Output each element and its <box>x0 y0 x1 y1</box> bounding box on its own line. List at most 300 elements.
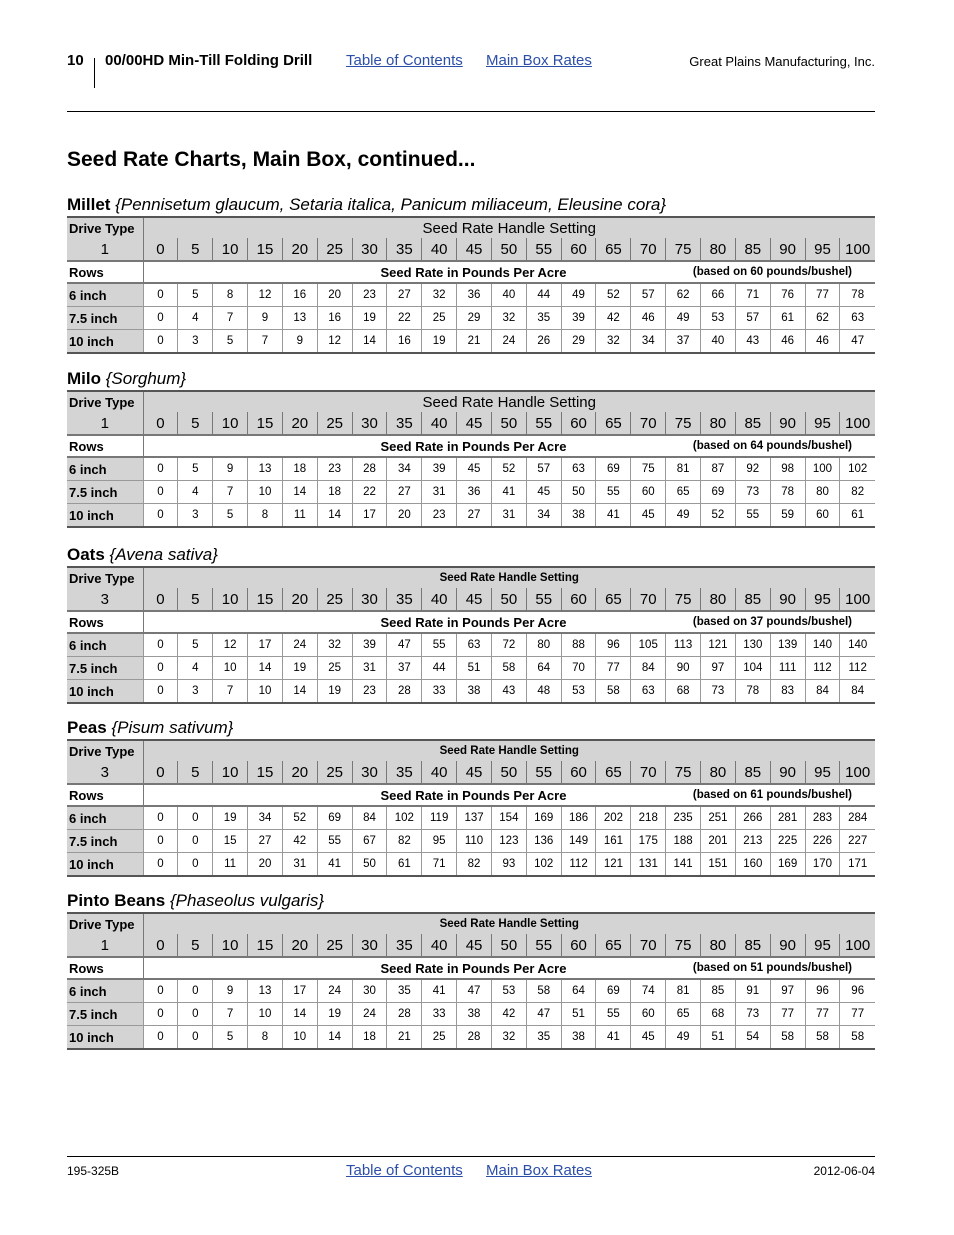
seed-rate-cell: 43 <box>735 330 770 354</box>
handle-setting-header: Seed Rate Handle Setting <box>143 740 875 761</box>
seed-rate-cell: 69 <box>596 457 631 481</box>
seed-section-peas <box>67 716 875 877</box>
handle-setting-value: 35 <box>387 761 422 784</box>
seed-rate-cell: 226 <box>805 830 840 853</box>
seed-rate-cell: 54 <box>735 1026 770 1050</box>
handle-setting-value: 25 <box>317 761 352 784</box>
seed-rate-cell: 24 <box>352 1003 387 1026</box>
handle-setting-value: 55 <box>526 934 561 957</box>
scientific-name: {Pisum sativum} <box>111 718 234 737</box>
seed-rate-cell: 53 <box>491 979 526 1003</box>
seed-rate-table <box>67 912 875 1050</box>
seed-rate-cell: 64 <box>561 979 596 1003</box>
handle-setting-value: 15 <box>248 761 283 784</box>
seed-rate-table <box>67 739 875 877</box>
seed-rate-cell: 55 <box>596 481 631 504</box>
seed-rate-cell: 46 <box>770 330 805 354</box>
seed-rate-cell: 151 <box>701 853 736 877</box>
seed-rate-cell: 48 <box>526 680 561 704</box>
seed-rate-cell: 44 <box>526 283 561 307</box>
handle-setting-value: 20 <box>282 412 317 435</box>
bushel-weight-note: (based on 37 pounds/bushel) <box>692 616 852 628</box>
rows-label: Rows <box>67 435 143 457</box>
seed-rate-cell: 50 <box>561 481 596 504</box>
seed-rate-cell: 4 <box>178 657 213 680</box>
handle-setting-value: 100 <box>840 934 875 957</box>
seed-rate-cell: 227 <box>840 830 875 853</box>
handle-setting-value: 90 <box>770 412 805 435</box>
seed-rate-cell: 5 <box>213 1026 248 1050</box>
seed-rate-cell: 82 <box>457 853 492 877</box>
seed-rate-cell: 42 <box>596 307 631 330</box>
seed-rate-cell: 17 <box>352 504 387 528</box>
seed-rate-cell: 32 <box>422 283 457 307</box>
seed-rate-cell: 149 <box>561 830 596 853</box>
table-row <box>67 283 875 307</box>
seed-rate-cell: 14 <box>352 330 387 354</box>
seed-rate-cell: 80 <box>526 633 561 657</box>
seed-rate-cell: 24 <box>491 330 526 354</box>
seed-rate-cell: 77 <box>596 657 631 680</box>
seed-rate-cell: 14 <box>248 657 283 680</box>
seed-rate-cell: 49 <box>561 283 596 307</box>
seed-rate-cell: 65 <box>666 1003 701 1026</box>
table-row <box>67 806 875 830</box>
seed-rate-cell: 27 <box>248 830 283 853</box>
seed-rate-cell: 8 <box>248 1026 283 1050</box>
seed-rate-cell: 102 <box>387 806 422 830</box>
seed-rate-cell: 161 <box>596 830 631 853</box>
seed-rate-cell: 15 <box>213 830 248 853</box>
seed-rate-cell: 0 <box>178 830 213 853</box>
seed-rate-cell: 28 <box>387 1003 422 1026</box>
seed-rate-cell: 19 <box>352 307 387 330</box>
seed-rate-cell: 20 <box>387 504 422 528</box>
seed-rate-cell: 78 <box>770 481 805 504</box>
seed-rate-cell: 64 <box>526 657 561 680</box>
handle-setting-value: 70 <box>631 934 666 957</box>
seed-rate-cell: 160 <box>735 853 770 877</box>
handle-setting-value: 95 <box>805 238 840 261</box>
seed-rate-cell: 0 <box>178 979 213 1003</box>
handle-setting-value: 80 <box>701 934 736 957</box>
seed-rate-cell: 3 <box>178 680 213 704</box>
seed-rate-cell: 45 <box>631 504 666 528</box>
seed-rate-cell: 20 <box>317 283 352 307</box>
seed-rate-cell: 154 <box>491 806 526 830</box>
header-toc-link[interactable]: Table of Contents <box>346 52 463 69</box>
crop-name: Pinto Beans <box>67 891 166 910</box>
seed-rate-cell: 67 <box>352 830 387 853</box>
handle-setting-value: 30 <box>352 412 387 435</box>
seed-rate-cell: 17 <box>248 633 283 657</box>
scientific-name: {Sorghum} <box>105 369 187 388</box>
seed-rate-cell: 69 <box>317 806 352 830</box>
table-row <box>67 657 875 680</box>
seed-rate-cell: 0 <box>143 307 178 330</box>
seed-rate-cell: 14 <box>282 680 317 704</box>
rows-label: Rows <box>67 784 143 806</box>
company-name: Great Plains Manufacturing, Inc. <box>689 54 875 69</box>
seed-rate-cell: 201 <box>701 830 736 853</box>
seed-rate-cell: 19 <box>317 680 352 704</box>
seed-rate-cell: 82 <box>387 830 422 853</box>
seed-rate-cell: 19 <box>317 1003 352 1026</box>
seed-rate-cell: 92 <box>735 457 770 481</box>
seed-rate-cell: 7 <box>213 307 248 330</box>
table-row <box>67 1003 875 1026</box>
handle-setting-value: 20 <box>282 238 317 261</box>
handle-setting-value: 55 <box>526 761 561 784</box>
bushel-weight-note: (based on 61 pounds/bushel) <box>692 789 852 801</box>
seed-section-pinto-beans <box>67 889 875 1050</box>
seed-rate-cell: 32 <box>596 330 631 354</box>
seed-rate-cell: 46 <box>631 307 666 330</box>
handle-setting-value: 30 <box>352 934 387 957</box>
seed-rate-cell: 31 <box>491 504 526 528</box>
seed-rate-cell: 0 <box>178 806 213 830</box>
seed-rate-cell: 104 <box>735 657 770 680</box>
seed-rate-cell: 66 <box>701 283 736 307</box>
seed-rate-cell: 63 <box>840 307 875 330</box>
seed-rate-cell: 46 <box>805 330 840 354</box>
rows-label: Rows <box>67 261 143 283</box>
handle-setting-value: 5 <box>178 238 213 261</box>
seed-rate-cell: 41 <box>491 481 526 504</box>
seed-rate-cell: 0 <box>143 457 178 481</box>
seed-rate-cell: 78 <box>840 283 875 307</box>
row-spacing-label: 6 inch <box>67 979 143 1003</box>
seed-rate-cell: 28 <box>352 457 387 481</box>
handle-setting-value: 100 <box>840 761 875 784</box>
seed-rate-cell: 85 <box>701 979 736 1003</box>
seed-rate-cell: 34 <box>387 457 422 481</box>
handle-setting-value: 60 <box>561 238 596 261</box>
seed-rate-cell: 82 <box>840 481 875 504</box>
footer-main-box-rates-link[interactable]: Main Box Rates <box>486 1162 592 1179</box>
seed-rate-cell: 34 <box>248 806 283 830</box>
drive-type-label: Drive Type <box>67 567 143 588</box>
seed-rate-cell: 131 <box>631 853 666 877</box>
table-row <box>67 633 875 657</box>
handle-setting-value: 30 <box>352 761 387 784</box>
seed-rate-cell: 7 <box>213 481 248 504</box>
seed-rate-cell: 0 <box>178 1003 213 1026</box>
handle-setting-value: 5 <box>178 412 213 435</box>
seed-rate-cell: 53 <box>701 307 736 330</box>
drive-type-label: Drive Type <box>67 391 143 412</box>
row-spacing-label: 7.5 inch <box>67 830 143 853</box>
handle-setting-value: 45 <box>457 412 492 435</box>
seed-rate-cell: 62 <box>805 307 840 330</box>
seed-rate-cell: 14 <box>282 481 317 504</box>
seed-rate-cell: 69 <box>596 979 631 1003</box>
seed-rate-cell: 123 <box>491 830 526 853</box>
handle-setting-value: 45 <box>457 934 492 957</box>
handle-setting-value: 80 <box>701 761 736 784</box>
handle-setting-value: 65 <box>596 934 631 957</box>
handle-setting-value: 75 <box>666 588 701 611</box>
seed-rate-cell: 14 <box>282 1003 317 1026</box>
seed-rate-cell: 24 <box>282 633 317 657</box>
seed-rate-cell: 47 <box>387 633 422 657</box>
seed-rate-cell: 19 <box>422 330 457 354</box>
seed-rate-cell: 70 <box>561 657 596 680</box>
seed-rate-cell: 0 <box>143 657 178 680</box>
row-spacing-label: 10 inch <box>67 504 143 528</box>
seed-rate-cell: 35 <box>526 307 561 330</box>
handle-setting-value: 95 <box>805 588 840 611</box>
seed-rate-cell: 281 <box>770 806 805 830</box>
handle-setting-value: 10 <box>213 412 248 435</box>
seed-rate-cell: 37 <box>387 657 422 680</box>
seed-rate-cell: 84 <box>352 806 387 830</box>
seed-rate-cell: 28 <box>387 680 422 704</box>
handle-setting-value: 75 <box>666 412 701 435</box>
seed-rate-cell: 202 <box>596 806 631 830</box>
seed-rate-cell: 121 <box>701 633 736 657</box>
seed-rate-cell: 12 <box>317 330 352 354</box>
handle-setting-value: 60 <box>561 412 596 435</box>
seed-rate-cell: 0 <box>143 979 178 1003</box>
handle-setting-value: 75 <box>666 761 701 784</box>
handle-setting-value: 15 <box>248 238 283 261</box>
handle-setting-value: 5 <box>178 761 213 784</box>
table-row <box>67 481 875 504</box>
seed-rate-cell: 10 <box>248 481 283 504</box>
seed-rate-cell: 26 <box>526 330 561 354</box>
handle-setting-header: Seed Rate Handle Setting <box>143 567 875 588</box>
handle-setting-value: 40 <box>422 934 457 957</box>
handle-setting-value: 70 <box>631 412 666 435</box>
seed-rate-table <box>67 390 875 528</box>
seed-rate-units: Seed Rate in Pounds Per Acre <box>380 961 567 976</box>
seed-rate-cell: 110 <box>457 830 492 853</box>
seed-rate-cell: 45 <box>457 457 492 481</box>
seed-rate-cell: 88 <box>561 633 596 657</box>
handle-setting-value: 50 <box>491 934 526 957</box>
seed-rate-cell: 102 <box>526 853 561 877</box>
seed-rate-cell: 22 <box>387 307 422 330</box>
handle-setting-header: Seed Rate Handle Setting <box>143 913 875 934</box>
seed-rate-cell: 68 <box>666 680 701 704</box>
handle-setting-value: 85 <box>735 588 770 611</box>
seed-rate-cell: 4 <box>178 307 213 330</box>
row-spacing-label: 10 inch <box>67 680 143 704</box>
seed-rate-cell: 25 <box>317 657 352 680</box>
handle-setting-value: 85 <box>735 934 770 957</box>
seed-rate-cell: 186 <box>561 806 596 830</box>
handle-setting-value: 15 <box>248 412 283 435</box>
row-spacing-label: 7.5 inch <box>67 1003 143 1026</box>
seed-rate-cell: 235 <box>666 806 701 830</box>
seed-rate-cell: 51 <box>701 1026 736 1050</box>
seed-rate-cell: 38 <box>561 1026 596 1050</box>
rows-label: Rows <box>67 611 143 633</box>
seed-rate-cell: 11 <box>282 504 317 528</box>
handle-setting-value: 35 <box>387 238 422 261</box>
seed-rate-cell: 96 <box>596 633 631 657</box>
seed-rate-cell: 84 <box>631 657 666 680</box>
seed-rate-cell: 80 <box>805 481 840 504</box>
handle-setting-value: 100 <box>840 238 875 261</box>
seed-rate-caption <box>143 611 875 633</box>
crop-name: Milo <box>67 369 101 388</box>
handle-setting-value: 20 <box>282 761 317 784</box>
seed-rate-cell: 170 <box>805 853 840 877</box>
seed-rate-cell: 175 <box>631 830 666 853</box>
seed-rate-cell: 90 <box>666 657 701 680</box>
seed-rate-cell: 39 <box>352 633 387 657</box>
row-spacing-label: 7.5 inch <box>67 307 143 330</box>
seed-rate-caption <box>143 435 875 457</box>
seed-rate-cell: 60 <box>805 504 840 528</box>
handle-setting-value: 40 <box>422 761 457 784</box>
seed-rate-cell: 141 <box>666 853 701 877</box>
seed-rate-cell: 41 <box>317 853 352 877</box>
seed-rate-cell: 87 <box>701 457 736 481</box>
seed-rate-cell: 16 <box>282 283 317 307</box>
seed-rate-cell: 5 <box>178 457 213 481</box>
seed-rate-cell: 23 <box>422 504 457 528</box>
handle-setting-value: 60 <box>561 588 596 611</box>
seed-rate-cell: 171 <box>840 853 875 877</box>
seed-rate-cell: 0 <box>178 1026 213 1050</box>
seed-rate-cell: 9 <box>282 330 317 354</box>
handle-setting-value: 0 <box>143 412 178 435</box>
seed-rate-cell: 5 <box>213 504 248 528</box>
seed-rate-cell: 121 <box>596 853 631 877</box>
seed-rate-cell: 10 <box>213 657 248 680</box>
row-spacing-label: 6 inch <box>67 457 143 481</box>
seed-rate-cell: 24 <box>317 979 352 1003</box>
handle-setting-value: 5 <box>178 588 213 611</box>
bushel-weight-note: (based on 60 pounds/bushel) <box>692 266 852 278</box>
seed-rate-cell: 41 <box>596 1026 631 1050</box>
page-header <box>67 50 875 90</box>
seed-rate-cell: 96 <box>805 979 840 1003</box>
row-spacing-label: 6 inch <box>67 806 143 830</box>
drive-type-label: Drive Type <box>67 740 143 761</box>
handle-setting-value: 75 <box>666 934 701 957</box>
seed-rate-cell: 34 <box>631 330 666 354</box>
seed-rate-cell: 58 <box>526 979 561 1003</box>
seed-rate-cell: 52 <box>701 504 736 528</box>
seed-rate-cell: 84 <box>840 680 875 704</box>
seed-rate-cell: 140 <box>840 633 875 657</box>
seed-rate-cell: 71 <box>422 853 457 877</box>
seed-rate-cell: 31 <box>282 853 317 877</box>
section-title <box>67 543 875 566</box>
handle-setting-value: 50 <box>491 238 526 261</box>
handle-setting-value: 50 <box>491 588 526 611</box>
seed-rate-cell: 42 <box>491 1003 526 1026</box>
seed-rate-cell: 0 <box>143 481 178 504</box>
page-number: 10 <box>67 52 84 69</box>
seed-rate-cell: 0 <box>178 853 213 877</box>
seed-rate-cell: 111 <box>770 657 805 680</box>
seed-rate-cell: 27 <box>387 481 422 504</box>
page-footer <box>67 1158 875 1188</box>
seed-rate-cell: 72 <box>491 633 526 657</box>
seed-rate-table <box>67 216 875 354</box>
header-main-box-rates-link[interactable]: Main Box Rates <box>486 52 592 69</box>
handle-setting-value: 60 <box>561 761 596 784</box>
seed-rate-cell: 95 <box>422 830 457 853</box>
seed-rate-cell: 51 <box>457 657 492 680</box>
seed-rate-cell: 73 <box>735 481 770 504</box>
handle-setting-value: 10 <box>213 934 248 957</box>
footer-toc-link[interactable]: Table of Contents <box>346 1162 463 1179</box>
seed-rate-cell: 113 <box>666 633 701 657</box>
crop-name: Millet <box>67 195 111 214</box>
seed-rate-cell: 40 <box>491 283 526 307</box>
seed-rate-cell: 9 <box>248 307 283 330</box>
seed-rate-cell: 36 <box>457 481 492 504</box>
table-row <box>67 979 875 1003</box>
seed-rate-cell: 52 <box>596 283 631 307</box>
section-title <box>67 367 875 390</box>
scientific-name: {Pennisetum glaucum, Setaria italica, Panicum miliaceum, Eleusine cora} <box>115 195 667 214</box>
seed-rate-cell: 41 <box>596 504 631 528</box>
seed-rate-cell: 76 <box>770 283 805 307</box>
handle-setting-value: 65 <box>596 761 631 784</box>
seed-rate-cell: 112 <box>805 657 840 680</box>
handle-setting-value: 0 <box>143 588 178 611</box>
scientific-name: {Avena sativa} <box>109 545 218 564</box>
seed-rate-cell: 77 <box>840 1003 875 1026</box>
row-spacing-label: 10 inch <box>67 330 143 354</box>
seed-rate-cell: 5 <box>178 633 213 657</box>
seed-rate-cell: 33 <box>422 1003 457 1026</box>
row-spacing-label: 6 inch <box>67 283 143 307</box>
seed-rate-cell: 73 <box>735 1003 770 1026</box>
handle-setting-value: 50 <box>491 761 526 784</box>
seed-rate-cell: 225 <box>770 830 805 853</box>
seed-rate-cell: 63 <box>561 457 596 481</box>
page-title: Seed Rate Charts, Main Box, continued... <box>67 148 476 171</box>
seed-rate-cell: 31 <box>352 657 387 680</box>
table-row <box>67 504 875 528</box>
seed-rate-cell: 93 <box>491 853 526 877</box>
seed-rate-cell: 63 <box>457 633 492 657</box>
handle-setting-value: 10 <box>213 588 248 611</box>
seed-rate-cell: 61 <box>387 853 422 877</box>
seed-rate-cell: 0 <box>143 633 178 657</box>
seed-rate-cell: 23 <box>317 457 352 481</box>
seed-rate-cell: 47 <box>457 979 492 1003</box>
table-row <box>67 830 875 853</box>
seed-rate-cell: 74 <box>631 979 666 1003</box>
handle-setting-value: 95 <box>805 934 840 957</box>
seed-rate-cell: 25 <box>422 1026 457 1050</box>
seed-rate-cell: 33 <box>422 680 457 704</box>
seed-rate-cell: 47 <box>526 1003 561 1026</box>
seed-rate-cell: 36 <box>457 283 492 307</box>
seed-rate-cell: 16 <box>317 307 352 330</box>
seed-rate-cell: 251 <box>701 806 736 830</box>
seed-rate-cell: 77 <box>770 1003 805 1026</box>
handle-setting-value: 20 <box>282 934 317 957</box>
handle-setting-value: 90 <box>770 934 805 957</box>
seed-rate-cell: 96 <box>840 979 875 1003</box>
seed-rate-cell: 49 <box>666 1026 701 1050</box>
seed-rate-cell: 7 <box>213 1003 248 1026</box>
handle-setting-value: 35 <box>387 934 422 957</box>
seed-rate-caption <box>143 784 875 806</box>
seed-rate-cell: 25 <box>422 307 457 330</box>
seed-rate-cell: 0 <box>143 830 178 853</box>
